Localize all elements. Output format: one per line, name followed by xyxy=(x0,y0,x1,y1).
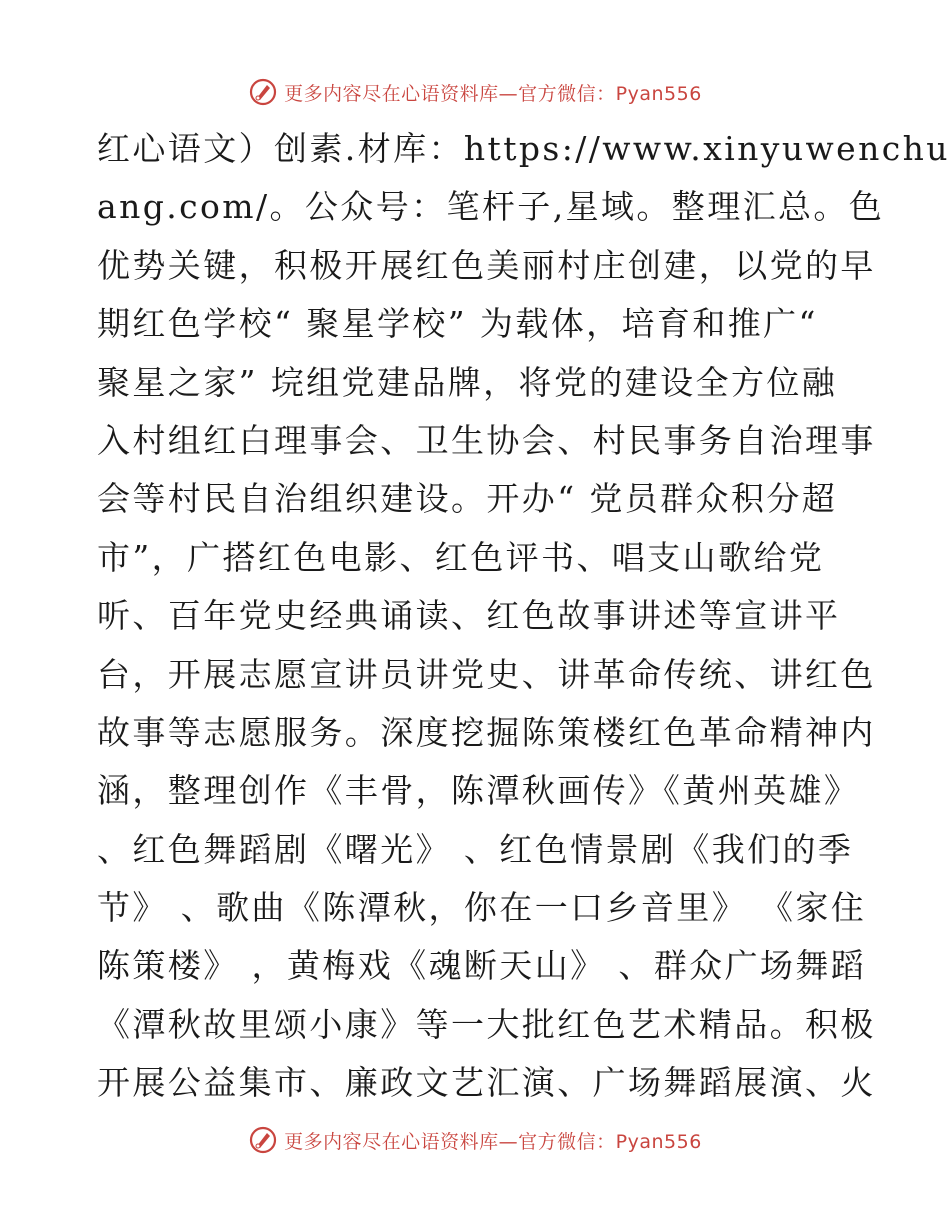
document-body xyxy=(97,120,950,1113)
text-line-1: 红心语文）创素.材库：https://www.xinyuwenchu xyxy=(97,129,950,168)
text-line-10: 台，开展志愿宣讲员讲党史、讲革命传统、讲红色 xyxy=(97,654,876,694)
text-line-14: 节》 、歌曲《陈潭秋，你在一口乡音里》 《家住 xyxy=(97,888,867,928)
wechat-id: Pyan556 xyxy=(615,82,702,105)
text-line-12: 涵，整理创作《丰骨，陈潭秋画传》《黄州英雄》 xyxy=(97,771,860,811)
text-line-11: 故事等志愿服务。深度挖掘陈策楼红色革命精神内 xyxy=(97,712,876,752)
text-line-3: 优势关键，积极开展红色美丽村庄创建，以党的早 xyxy=(97,245,876,285)
text-line-9: 听、百年党史经典诵读、红色故事讲述等宣讲平 xyxy=(97,596,841,636)
watermark-text: 更多内容尽在心语资料库—官方微信：Pyan556 xyxy=(284,1130,702,1153)
text-line-8: 市”，广搭红色电影、红色评书、唱支山歌给党 xyxy=(97,537,825,577)
text-line-2: ang.com/。公众号：笔杆子,星域。整理汇总。色 xyxy=(97,187,885,227)
text-line-6: 入村组红白理事会、卫生协会、村民事务自治理事 xyxy=(97,420,876,460)
text-line-4: 期红色学校“ 聚星学校” 为载体，培育和推广“ xyxy=(97,304,818,344)
text-line-5: 聚星之家” 垸组党建品牌，将党的建设全方位融 xyxy=(97,362,838,402)
pen-nib-logo-icon xyxy=(248,1125,278,1155)
watermark-text: 更多内容尽在心语资料库—官方微信：Pyan556 xyxy=(284,82,702,105)
text-line-13: 、红色舞蹈剧《曙光》 、红色情景剧《我们的季 xyxy=(97,829,854,869)
header-watermark-banner xyxy=(0,72,950,112)
pen-nib-logo-icon xyxy=(248,77,278,107)
text-line-15: 陈策楼》 ，黄梅戏《魂断天山》 、群众广场舞蹈 xyxy=(97,946,867,986)
wechat-id: Pyan556 xyxy=(615,1130,702,1153)
text-line-7: 会等村民自治组织建设。开办“ 党员群众积分超 xyxy=(97,479,838,519)
footer-watermark-banner xyxy=(0,1120,950,1160)
text-line-16: 《潭秋故里颂小康》等一大批红色艺术精品。积极 xyxy=(97,1004,876,1044)
text-line-17: 开展公益集市、廉政文艺汇演、广场舞蹈展演、火 xyxy=(97,1063,876,1103)
